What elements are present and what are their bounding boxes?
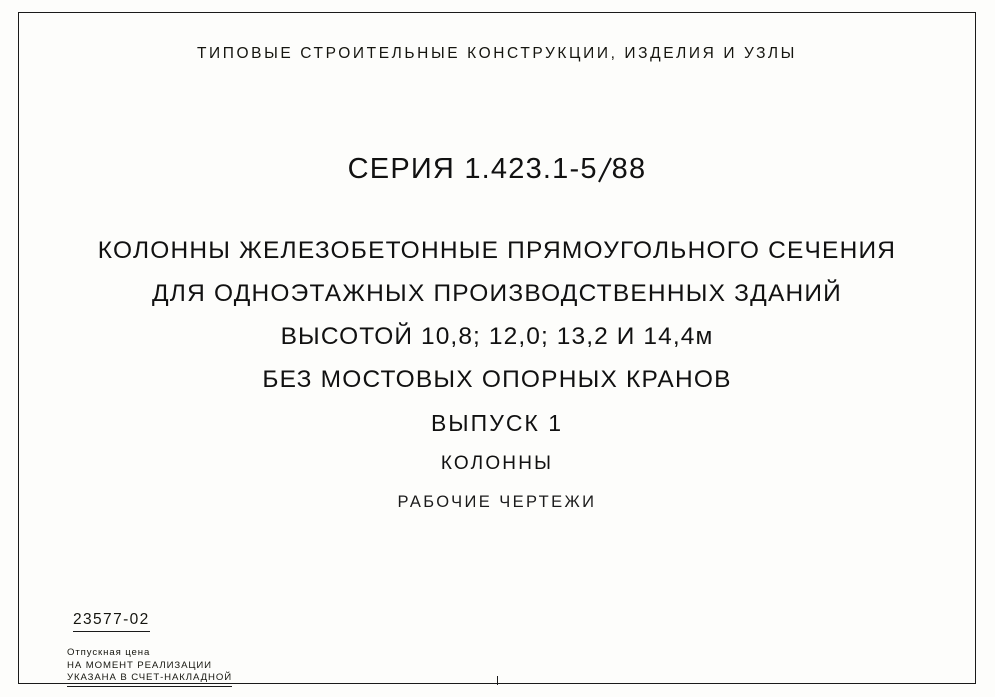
- issue-number: ВЫПУСК 1: [430, 410, 564, 436]
- title-line-3: ВЫСОТОЙ 10,8; 12,0; 13,2 И 14,4м: [280, 323, 714, 350]
- title-line-4: БЕЗ МОСТОВЫХ ОПОРНЫХ КРАНОВ: [262, 366, 732, 393]
- document-header: ТИПОВЫЕ СТРОИТЕЛЬНЫЕ КОНСТРУКЦИИ, ИЗДЕЛИЯ И УЗЛЫ: [196, 45, 798, 62]
- issue-document-type: РАБОЧИЕ ЧЕРТЕЖИ: [397, 493, 597, 511]
- price-note: [67, 647, 232, 687]
- series-prefix: СЕРИЯ 1.423.1-5: [347, 153, 598, 185]
- price-note-line-2: НА МОМЕНТ РЕАЛИЗАЦИИ: [67, 659, 212, 671]
- document-code: 23577-02: [73, 611, 150, 632]
- series-suffix: 88: [611, 153, 647, 185]
- series-fraction: [598, 153, 612, 186]
- page-border-frame: [18, 12, 976, 684]
- document-title-block: [19, 229, 975, 401]
- issue-subtitle: КОЛОННЫ: [440, 453, 554, 474]
- issue-block: [19, 403, 975, 521]
- price-note-line-1: Отпускная цена: [67, 647, 151, 658]
- title-line-2: ДЛЯ ОДНОЭТАЖНЫХ ПРОИЗВОДСТВЕННЫХ ЗДАНИЙ: [152, 280, 842, 307]
- price-note-line-3: УКАЗАНА В СЧЕТ-НАКЛАДНОЙ: [67, 672, 232, 687]
- series-designation: [19, 153, 975, 186]
- center-mark: [497, 676, 498, 685]
- title-line-1: КОЛОННЫ ЖЕЛЕЗОБЕТОННЫЕ ПРЯМОУГОЛЬНОГО СЕЧЕНИЯ: [97, 237, 897, 264]
- slash-icon: [598, 155, 612, 185]
